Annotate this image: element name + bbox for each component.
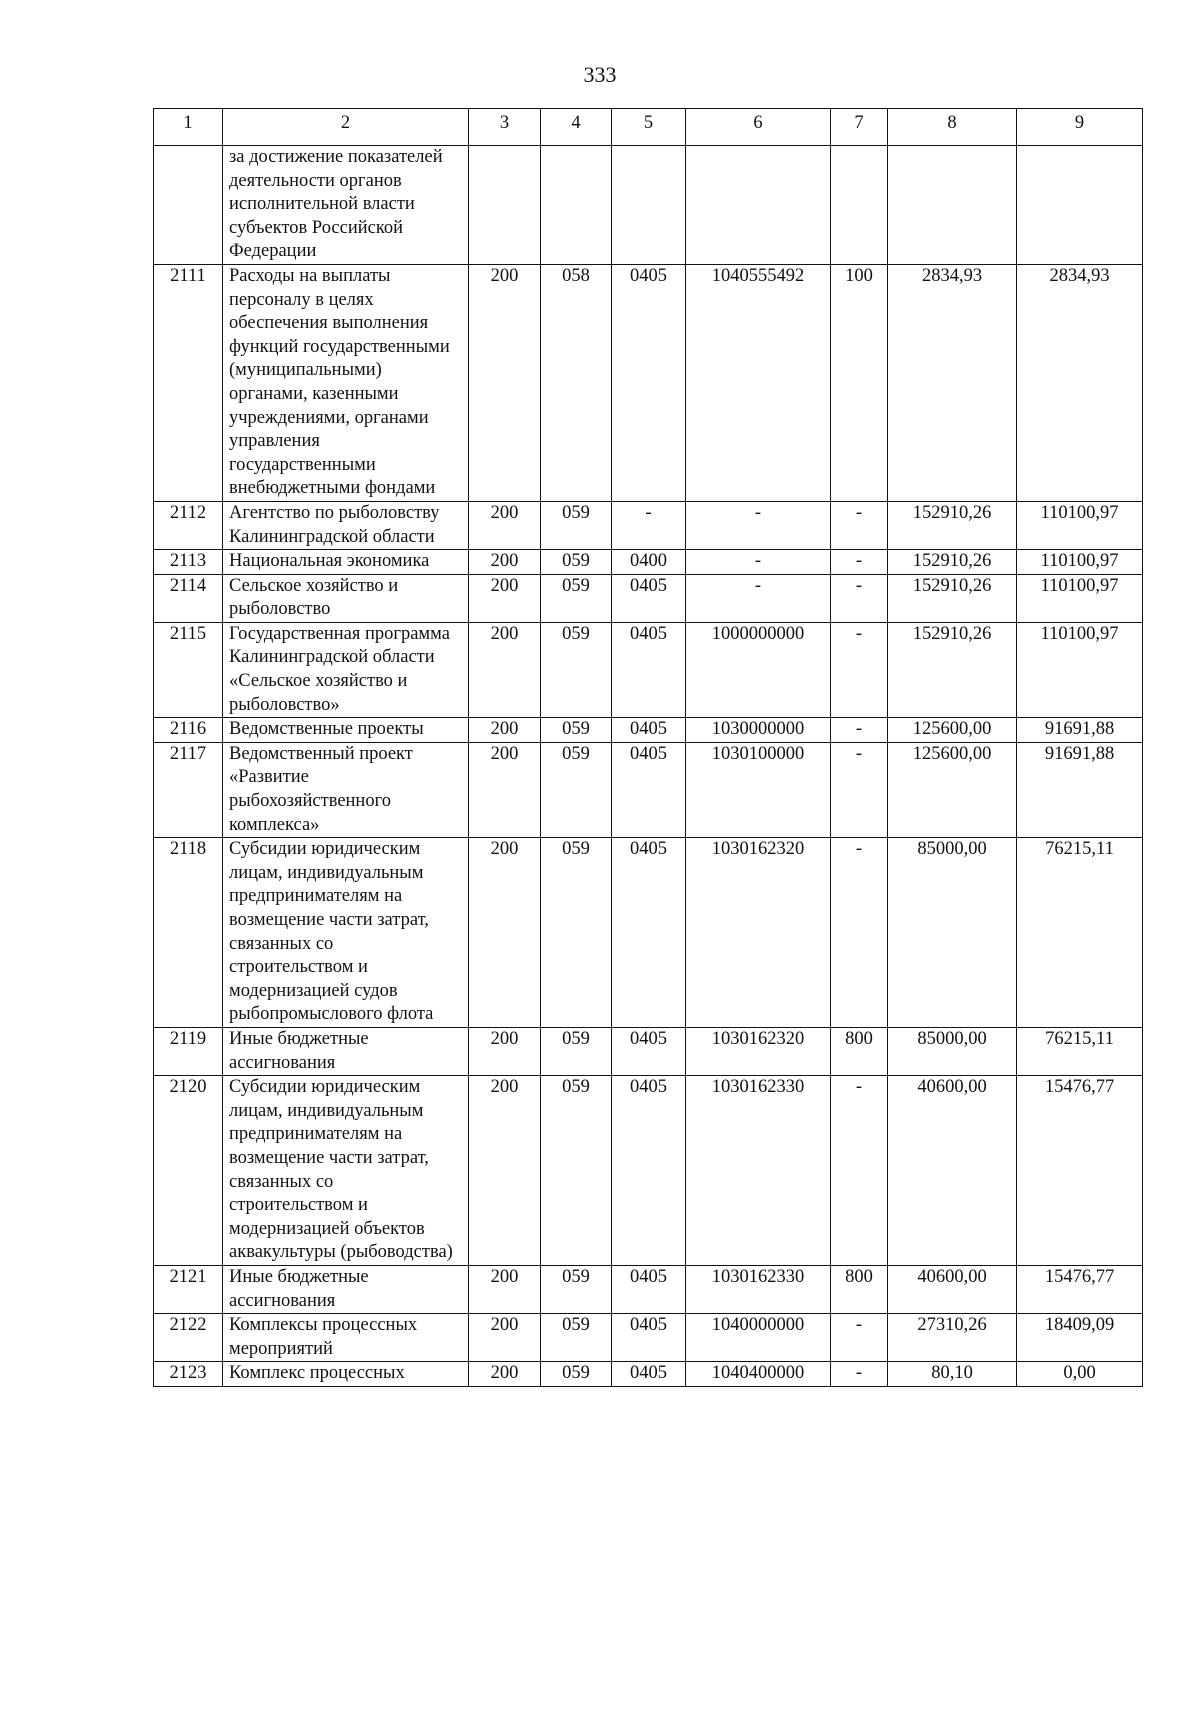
table-row	[154, 718, 1143, 743]
col7-cell: -	[831, 1362, 888, 1387]
col5-cell: 0405	[612, 622, 686, 717]
col8-cell: 152910,26	[888, 501, 1017, 549]
row-name-cell: Расходы на выплаты персоналу в целях обеспечения выполнения функций государственными (муниципальными) органами, казенными учреждениями, органами управления государственными внебюджетными фондами	[223, 264, 469, 501]
header-cell: 6	[686, 109, 831, 146]
col5-cell	[612, 146, 686, 265]
col4-cell: 059	[541, 574, 612, 622]
row-name-cell: Национальная экономика	[223, 550, 469, 575]
col6-cell: 1030000000	[686, 718, 831, 743]
col8-cell: 27310,26	[888, 1314, 1017, 1362]
col5-cell: 0405	[612, 1314, 686, 1362]
col3-cell: 200	[469, 574, 541, 622]
col9-cell: 110100,97	[1017, 550, 1143, 575]
col5-cell: 0405	[612, 1076, 686, 1266]
col8-cell: 80,10	[888, 1362, 1017, 1387]
col3-cell: 200	[469, 742, 541, 837]
col3-cell: 200	[469, 264, 541, 501]
col7-cell: 800	[831, 1265, 888, 1313]
col7-cell: -	[831, 1076, 888, 1266]
col6-cell: -	[686, 550, 831, 575]
row-number-cell: 2122	[154, 1314, 223, 1362]
col9-cell: 110100,97	[1017, 574, 1143, 622]
col6-cell: 1040555492	[686, 264, 831, 501]
col9-cell	[1017, 146, 1143, 265]
col5-cell: 0405	[612, 1265, 686, 1313]
row-name-cell: Иные бюджетные ассигнования	[223, 1265, 469, 1313]
col3-cell: 200	[469, 622, 541, 717]
col4-cell: 059	[541, 1076, 612, 1266]
row-number-cell: 2123	[154, 1362, 223, 1387]
row-number-cell	[154, 146, 223, 265]
row-number-cell: 2114	[154, 574, 223, 622]
col5-cell: 0405	[612, 838, 686, 1028]
col6-cell: 1030162320	[686, 1027, 831, 1075]
header-cell: 5	[612, 109, 686, 146]
col7-cell: -	[831, 1314, 888, 1362]
col5-cell: 0405	[612, 264, 686, 501]
row-number-cell: 2116	[154, 718, 223, 743]
col9-cell: 15476,77	[1017, 1265, 1143, 1313]
col7-cell: -	[831, 742, 888, 837]
col6-cell: 1030162330	[686, 1076, 831, 1266]
col3-cell: 200	[469, 1265, 541, 1313]
col6-cell	[686, 146, 831, 265]
table-row	[154, 1362, 1143, 1387]
col4-cell: 059	[541, 838, 612, 1028]
budget-table	[153, 108, 1143, 1387]
col7-cell: -	[831, 501, 888, 549]
table-row	[154, 501, 1143, 549]
table-row	[154, 838, 1143, 1028]
page-number: 333	[583, 62, 617, 87]
col4-cell	[541, 146, 612, 265]
header-cell: 2	[223, 109, 469, 146]
col5-cell: 0405	[612, 718, 686, 743]
col8-cell: 152910,26	[888, 574, 1017, 622]
col3-cell: 200	[469, 1362, 541, 1387]
col3-cell: 200	[469, 1076, 541, 1266]
table-row	[154, 264, 1143, 501]
row-number-cell: 2121	[154, 1265, 223, 1313]
col5-cell: 0405	[612, 1027, 686, 1075]
col7-cell: 100	[831, 264, 888, 501]
col6-cell: 1030162320	[686, 838, 831, 1028]
col5-cell: 0405	[612, 1362, 686, 1387]
col6-cell: 1000000000	[686, 622, 831, 717]
row-name-cell: Государственная программа Калининградской области «Сельское хозяйство и рыболовство»	[223, 622, 469, 717]
col8-cell: 125600,00	[888, 718, 1017, 743]
col4-cell: 059	[541, 1027, 612, 1075]
col9-cell: 15476,77	[1017, 1076, 1143, 1266]
table-row	[154, 1076, 1143, 1266]
col8-cell: 152910,26	[888, 622, 1017, 717]
col8-cell: 152910,26	[888, 550, 1017, 575]
row-number-cell: 2117	[154, 742, 223, 837]
col5-cell: 0400	[612, 550, 686, 575]
col9-cell: 76215,11	[1017, 838, 1143, 1028]
col7-cell: -	[831, 550, 888, 575]
row-name-cell: Агентство по рыболовству Калининградской области	[223, 501, 469, 549]
col7-cell: -	[831, 838, 888, 1028]
table-row	[154, 550, 1143, 575]
col6-cell: 1030162330	[686, 1265, 831, 1313]
col8-cell: 40600,00	[888, 1076, 1017, 1266]
col9-cell: 2834,93	[1017, 264, 1143, 501]
table-body	[154, 146, 1143, 1387]
col8-cell	[888, 146, 1017, 265]
col7-cell: -	[831, 718, 888, 743]
row-name-cell: Комплекс процессных	[223, 1362, 469, 1387]
col5-cell: -	[612, 501, 686, 549]
col7-cell: -	[831, 574, 888, 622]
col8-cell: 85000,00	[888, 838, 1017, 1028]
col8-cell: 85000,00	[888, 1027, 1017, 1075]
row-number-cell: 2120	[154, 1076, 223, 1266]
table-row	[154, 146, 1143, 265]
col9-cell: 110100,97	[1017, 501, 1143, 549]
col6-cell: 1040400000	[686, 1362, 831, 1387]
header-row	[154, 109, 1143, 146]
col4-cell: 059	[541, 501, 612, 549]
col9-cell: 91691,88	[1017, 742, 1143, 837]
row-name-cell: Субсидии юридическим лицам, индивидуальным предпринимателям на возмещение части затрат, связанных со строительством и модернизацией объектов аквакультуры (рыбоводства)	[223, 1076, 469, 1266]
col9-cell: 91691,88	[1017, 718, 1143, 743]
col6-cell: -	[686, 501, 831, 549]
col4-cell: 059	[541, 1314, 612, 1362]
table-row	[154, 1027, 1143, 1075]
row-name-cell: Иные бюджетные ассигнования	[223, 1027, 469, 1075]
col6-cell: 1040000000	[686, 1314, 831, 1362]
row-number-cell: 2118	[154, 838, 223, 1028]
col4-cell: 059	[541, 1362, 612, 1387]
row-name-cell: Ведомственные проекты	[223, 718, 469, 743]
col5-cell: 0405	[612, 742, 686, 837]
table-row	[154, 622, 1143, 717]
col4-cell: 058	[541, 264, 612, 501]
row-name-cell: Ведомственный проект «Развитие рыбохозяйственного комплекса»	[223, 742, 469, 837]
table-row	[154, 1314, 1143, 1362]
col5-cell: 0405	[612, 574, 686, 622]
col3-cell: 200	[469, 1027, 541, 1075]
col7-cell	[831, 146, 888, 265]
col4-cell: 059	[541, 742, 612, 837]
header-cell: 7	[831, 109, 888, 146]
row-name-cell: Сельское хозяйство и рыболовство	[223, 574, 469, 622]
row-name-cell: за достижение показателей деятельности органов исполнительной власти субъектов Российской Федерации	[223, 146, 469, 265]
header-cell: 9	[1017, 109, 1143, 146]
header-cell: 1	[154, 109, 223, 146]
row-number-cell: 2112	[154, 501, 223, 549]
col9-cell: 76215,11	[1017, 1027, 1143, 1075]
col7-cell: -	[831, 622, 888, 717]
col7-cell: 800	[831, 1027, 888, 1075]
col8-cell: 2834,93	[888, 264, 1017, 501]
col3-cell	[469, 146, 541, 265]
table-row	[154, 574, 1143, 622]
col4-cell: 059	[541, 718, 612, 743]
col3-cell: 200	[469, 501, 541, 549]
col4-cell: 059	[541, 550, 612, 575]
col8-cell: 125600,00	[888, 742, 1017, 837]
col3-cell: 200	[469, 550, 541, 575]
col9-cell: 110100,97	[1017, 622, 1143, 717]
row-name-cell: Комплексы процессных мероприятий	[223, 1314, 469, 1362]
row-number-cell: 2113	[154, 550, 223, 575]
col9-cell: 18409,09	[1017, 1314, 1143, 1362]
row-name-cell: Субсидии юридическим лицам, индивидуальным предпринимателям на возмещение части затрат, связанных со строительством и модернизацией судов рыбопромыслового флота	[223, 838, 469, 1028]
col6-cell: -	[686, 574, 831, 622]
col3-cell: 200	[469, 838, 541, 1028]
row-number-cell: 2115	[154, 622, 223, 717]
col4-cell: 059	[541, 1265, 612, 1313]
header-cell: 3	[469, 109, 541, 146]
table-row	[154, 742, 1143, 837]
row-number-cell: 2119	[154, 1027, 223, 1075]
col8-cell: 40600,00	[888, 1265, 1017, 1313]
header-cell: 4	[541, 109, 612, 146]
col4-cell: 059	[541, 622, 612, 717]
header-cell: 8	[888, 109, 1017, 146]
col3-cell: 200	[469, 718, 541, 743]
col3-cell: 200	[469, 1314, 541, 1362]
col6-cell: 1030100000	[686, 742, 831, 837]
table-row	[154, 1265, 1143, 1313]
col9-cell: 0,00	[1017, 1362, 1143, 1387]
row-number-cell: 2111	[154, 264, 223, 501]
